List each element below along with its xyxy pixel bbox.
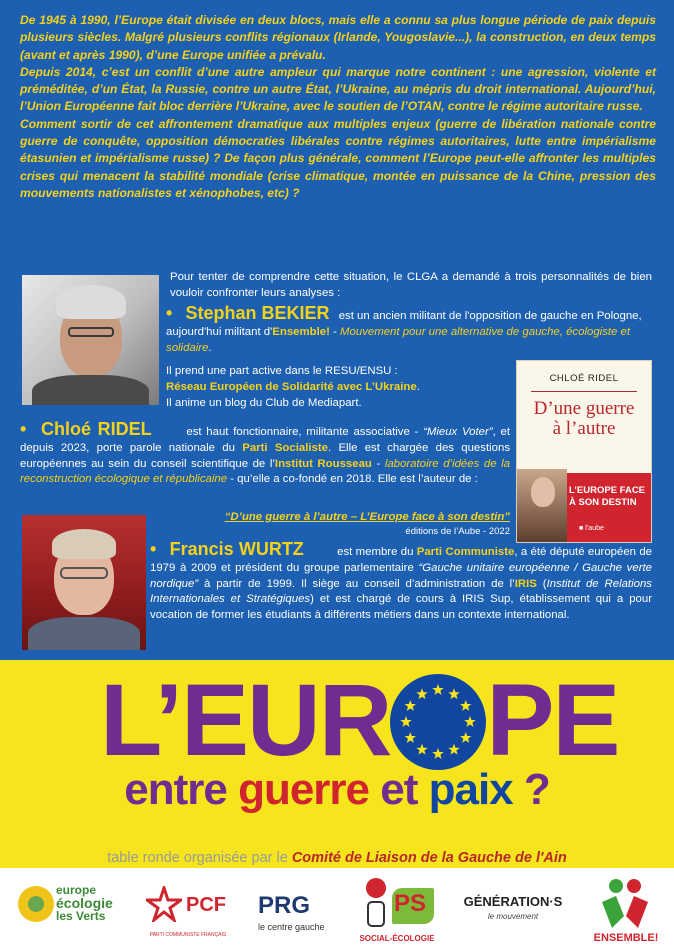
rose-fist-icon: [356, 876, 396, 930]
francis-wurtz-photo: [22, 515, 146, 650]
ridel-bio-3: . Elle est chargée des questions européennes au sein du conseil scientifique de l’: [20, 441, 511, 470]
wurtz-bio-2: , a été député européen de 1979 à 2009 et président du groupe parlementaire: [150, 546, 652, 574]
open-paren: (: [536, 577, 547, 590]
pcf-text: PCF: [186, 894, 226, 916]
ridel-bio-5: - qu’elle a co-fondé en 2018. Elle est l’auteur de :: [227, 473, 478, 486]
book-author-portrait: [517, 469, 567, 543]
wurtz-bio-1: est membre du: [337, 546, 417, 558]
bekier-network: Réseau Européen de Solidarité avec L’Ukraine: [166, 380, 417, 393]
logo-eelv: [14, 874, 124, 948]
poster-main-title: [100, 665, 618, 775]
book-divider: [531, 391, 637, 392]
bekier-bio-3: Il anime un blog du Club de Mediapart.: [166, 396, 362, 409]
intro-text: [20, 12, 656, 202]
eu-flag-icon: [390, 674, 486, 770]
bekier-bio-block: [166, 364, 506, 411]
eu-star: [449, 688, 460, 699]
intro-paragraph-3: Comment sortir de cet affrontement dramatique aux multiples enjeux (guerre de libération nationale contre guerre de conquête, opposition démocraties libérales contre régimes autoritaires, lutte entre impérialisme étasunien et impérialisme russe) ? De façon plus générale, comment l’Europe peut-elle affronter les multiples crises qui menacent la stabilité mondiale (crise climatique, montée en puissance de la Chine, pression des mouvements nationalistes et xénophobes, etc) ?: [20, 116, 656, 200]
separator: -: [371, 457, 385, 470]
poster-subtitle: [0, 762, 674, 818]
ridel-book-title: “D’une guerre à l’autre – L’Europe face à son destin”: [224, 511, 510, 523]
book-title-line-1: D’une guerre: [533, 398, 635, 419]
ridel-institute-desc: laboratoire d’idées de la reconstruction écologique et républicaine: [20, 457, 510, 486]
eu-star: [449, 744, 460, 755]
eelv-line-3: les Verts: [56, 909, 106, 923]
speaker-name-wurtz: Francis WURTZ: [169, 539, 304, 559]
ridel-institute: Institut Rousseau: [274, 457, 372, 470]
organizer-name: Comité de Liaison de la Gauche de l'Ain: [291, 850, 567, 866]
title-right: PE: [486, 663, 619, 777]
intro-paragraph-2: Depuis 2014, c’est un conflit d’une autre ampleur qui marque notre continent : une agression, violente et préméditée, d’un État, la Russie, contre un autre État, l’Ukraine, au mépris du droit international. Aujourd’hui, l’Union Européenne fait bloc derrière l’Ukraine, avec le soutien de l’OTAN, contre le régime autoritaire russe.: [20, 64, 656, 114]
eu-star: [405, 732, 416, 743]
book-subtitle: L’EUROPE FACE À SON DESTIN: [569, 485, 646, 508]
sunflower-icon: [16, 884, 56, 924]
generations-text: GÉNÉRATION·S: [463, 894, 563, 909]
logo-ps: [356, 874, 438, 948]
stephan-bekier-photo: [22, 275, 159, 405]
ridel-section: [20, 419, 511, 488]
eelv-line-1: europe: [56, 883, 97, 897]
separator: -: [329, 325, 341, 338]
wurtz-section: [150, 539, 652, 624]
subtitle-question-mark: ?: [512, 765, 550, 814]
logo-pcf: [142, 874, 234, 948]
organizer-line: [0, 850, 674, 866]
bekier-bio-2: Il prend une part active dans le RESU/ENSU :: [166, 365, 398, 377]
book-publisher: ■ l’aube: [579, 525, 604, 532]
eu-stars-icon: [390, 674, 486, 770]
ridel-association: “Mieux Voter”: [423, 426, 493, 438]
book-author: CHLOÉ RIDEL: [549, 373, 619, 384]
subtitle-paix: paix: [428, 765, 513, 814]
wurtz-iris-desc: Institut de Relations Internationales et Stratégiques: [150, 577, 652, 606]
eelv-line-2: écologie: [56, 895, 113, 911]
logo-generations: [460, 874, 566, 948]
eelv-text: [56, 884, 113, 923]
eu-star: [460, 732, 471, 743]
bekier-party: Ensemble!: [272, 325, 330, 338]
speaker-name-ridel: Chloé RIDEL: [41, 419, 152, 439]
book-title-line-2: à l’autre: [552, 418, 616, 439]
ridel-bio-2: , et depuis 2023, porte parole nationale du: [20, 426, 510, 454]
party-logos: [0, 874, 674, 952]
period: .: [416, 380, 420, 393]
intro-paragraph-1: De 1945 à 1990, l’Europe était divisée en deux blocs, mais elle a connu sa plus longue période de paix depuis plusieurs siècles. Malgré plusieurs conflits régionaux (Irlande, Yougoslavie...), la construction, en deux temps (avant et après 1990), d’une Europe unifiée a prévalu.: [20, 13, 656, 62]
logo-prg: [254, 874, 338, 948]
title-left: L’EUR: [100, 663, 391, 777]
bekier-section: [166, 303, 656, 356]
prg-text: PRG: [258, 892, 311, 919]
eu-star: [433, 748, 444, 759]
bullet: •: [166, 303, 173, 323]
eu-star: [465, 716, 476, 727]
lead-text: Pour tenter de comprendre cette situation, le CLGA a demandé à trois personnalités de bien vouloir confronter leurs analyses :: [170, 271, 652, 299]
organizer-prefix: table ronde organisée par le: [107, 850, 292, 866]
generations-subtext: le mouvement: [487, 912, 539, 921]
book-title: [517, 399, 651, 439]
wurtz-bio-5: ) et est chargé de cours à IRIS Sup, établissement qui a pour vocation de former les étudiants à différents métiers dans un contexte international.: [150, 593, 652, 622]
logo-ensemble: [588, 874, 664, 948]
eu-star: [401, 716, 412, 727]
ridel-party: Parti Socialiste: [242, 441, 329, 454]
book-cover: [516, 360, 652, 543]
bekier-party-desc: Mouvement pour une alternative de gauche, écologiste et solidaire: [166, 325, 631, 354]
eu-star: [417, 688, 428, 699]
bekier-bio-1: est un ancien militant de l'opposition de gauche en Pologne, aujourd'hui militant d': [166, 310, 642, 338]
subtitle-guerre: guerre: [238, 765, 370, 814]
eu-star: [417, 744, 428, 755]
eu-star: [405, 700, 416, 711]
eu-star: [433, 684, 444, 695]
ensemble-text: ENSEMBLE!: [593, 932, 659, 944]
ps-text: PS: [394, 890, 427, 917]
pcf-subtext: PARTI COMMUNISTE FRANÇAIS: [149, 932, 227, 938]
wurtz-bio-3: à partir de 1999. Il siège au conseil d’administration de l’: [198, 577, 515, 590]
book-publisher-name: l’aube: [585, 525, 604, 532]
ensemble-figures-icon: [598, 876, 652, 930]
prg-subtext: le centre gauche: [258, 922, 325, 932]
eu-star: [460, 700, 471, 711]
wurtz-party: Parti Communiste: [416, 546, 515, 558]
subtitle-part-3: et: [369, 765, 429, 814]
ridel-bio-1: est haut fonctionnaire, militante associative -: [186, 426, 424, 438]
subtitle-part-1: entre: [124, 765, 239, 814]
bullet: •: [150, 539, 157, 559]
star-icon: [146, 886, 182, 922]
bullet: •: [20, 419, 27, 439]
period: .: [208, 341, 212, 354]
ps-subtext: SOCIAL-ÉCOLOGIE: [359, 934, 435, 943]
speaker-name-bekier: Stephan BEKIER: [185, 303, 330, 323]
wurtz-group: “Gauche unitaire européenne / Gauche verte nordique”: [150, 561, 652, 590]
ridel-book-edition: éditions de l’Aube - 2022: [405, 525, 510, 537]
wurtz-iris: IRIS: [514, 577, 537, 590]
